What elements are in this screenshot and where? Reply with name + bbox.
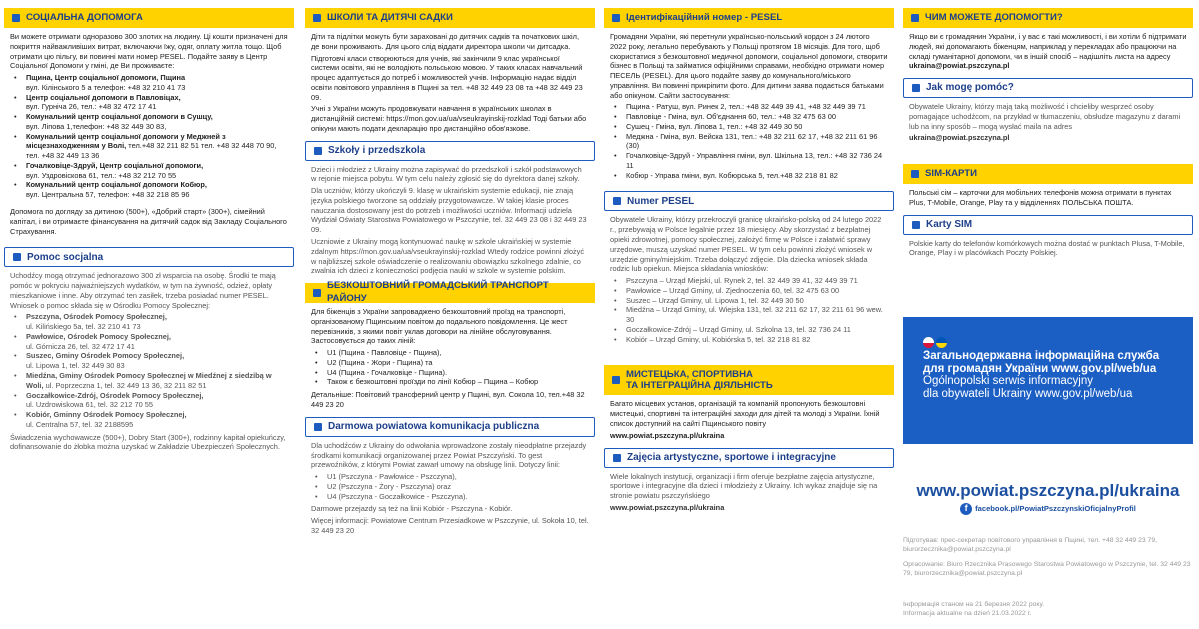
section-body-sim-ua [903, 188, 1193, 208]
column-schools [305, 8, 595, 543]
section-header-pesel-ua: Ідентифікаційний номер - PESEL [604, 8, 894, 28]
banner-line: Загальнодержавна інформаційна служба [923, 350, 1160, 362]
square-icon [314, 423, 322, 431]
square-icon [12, 14, 20, 22]
office-list-pl [10, 312, 288, 429]
list-item: • Пщина - Ратуш, вул. Ринек 2, тел.: +48 32 449 39 41, +48 32 449 39 71 [610, 102, 888, 112]
email-link[interactable]: ukraina@powiat.pszczyna.pl [909, 61, 1010, 71]
paragraph: Więcej informacji: Powiatowe Centrum Przesiadkowe w Pszczynie, ul. Sokoła 10, tel. 32 449 23 20 [311, 516, 589, 535]
paragraph: Obywatele Ukrainy, którzy mają taką możliwość i chcieliby wesprzeć osoby pomagające uchodźcom, na przykład w tłumaczeniu, obsłudze magazynu z darami lub na inny sposób – mogą wysłać maila na adres [909, 102, 1181, 131]
office-list-ua [10, 73, 288, 200]
flag-icons [923, 337, 1173, 348]
section-header-schools-pl: Szkoły i przedszkola [305, 141, 595, 161]
paragraph: Dla uczniów, którzy ukończyli 9. klasę w ukraińskim systemie edukacji, nie znają języka polskiego tworzone są oddziały przygotowawcze. W takiej klasie proces nauczania dostosowany jest do potrzeb i możliwości uczniów. Informacji udziela Wydział Oświaty Starostwa Powiatowego w Pszczynie, tel. 32 449 23 08 i 32 449 23 09. [311, 186, 587, 235]
paragraph: Для біженців з України запроваджено безкоштовний проїзд на транспорті, організованому Пщинським повітом до подального повідомлення. Це жест перевізників, з якими повіт уклав договори на лінійне обслуговування. Застосовується до таких ліній: [311, 307, 568, 346]
section-header-sim-pl: Karty SIM [903, 215, 1193, 235]
list-item: • Pawłowice, Ośrodek Pomocy Społecznej, ul. Górnicza 26, tel. 32 472 17 41 [10, 332, 288, 352]
section-body-help-ua [903, 32, 1193, 71]
website-url[interactable]: www.powiat.pszczyna.pl/ukraina [916, 481, 1180, 500]
section-body-transport-ua [305, 307, 595, 410]
square-icon [912, 221, 920, 229]
section-body-activities-pl [604, 472, 894, 513]
date-note-pl: Informacja aktualne na dzień 21.03.2022 r. [903, 610, 1032, 617]
section-header-social-aid-ua: СОЦІАЛЬНА ДОПОМОГА [4, 8, 294, 28]
list-item: • U4 (Пщина - Гочалковіце - Пщина). [311, 368, 589, 378]
list-item: • U2 (Пщина - Жори - Пщина) та [311, 358, 589, 368]
link[interactable]: www.powiat.pszczyna.pl/ukraina [610, 502, 725, 512]
column-social-aid [4, 8, 294, 459]
pesel-office-list-ua [610, 102, 888, 180]
section-header-sim-ua: SIM-КАРТИ [903, 164, 1193, 184]
list-item: • Центр соціальної допомоги в Павловіцах, вул. Гурніча 26, тел.: +48 32 472 17 41 [10, 93, 288, 113]
list-item: • Miedźna, Gminy Ośrodek Pomocy Społecznej w Miedźnej z siedzibą w Woli, ul. Poprzeczna 1, tel. 32 449 13 36, 32 211 82 51 [10, 371, 288, 391]
list-item: • Гочалковіце-Здруй - Управління гміни, вул. Шкільна 13, тел.: +48 32 736 24 11 [610, 151, 888, 171]
paragraph: Obywatele Ukrainy, którzy przekroczyli granicę ukraińsko-polską od 24 lutego 2022 r., przebywają w Polsce legalnie przez 18 miesięcy. Aby skorzystać z bezpłatnej opieki zdrowotnej, pomocy społecznej, założyć firmę w Polsce i załatwić sprawy urzędowe, muszą uzyskać numer PESEL. W tym celu powinni złożyć wniosek w urzędzie gminy/miejskim. Trzeba dołączyć zdjęcie. Dla dziecka wniosek składa rodzic lub opiekun. Miejsca składania wniosków: [610, 215, 882, 274]
list-item: • Меджна - Гміна, вул. Вейска 131, тел.: +48 32 211 62 17, +48 32 211 61 96 (30) [610, 132, 888, 152]
facebook-icon: f [960, 503, 972, 515]
section-header-schools-ua: ШКОЛИ ТА ДИТЯЧІ САДКИ [305, 8, 595, 28]
gov-info-banner[interactable] [903, 317, 1193, 444]
list-item: • Kobiór, Gminny Ośrodek Pomocy Społecznej, ul. Centralna 57, tel. 32 2188595 [10, 410, 288, 430]
email-link[interactable]: ukraina@powiat.pszczyna.pl [909, 133, 1010, 143]
square-icon [613, 197, 621, 205]
paragraph: Польські сім – карточки для мобільних телефонів можна отримати в пунктах Plus, T-Mobile, Orange, Play та у відділеннях ПОЛЬСЬКА ПОШТА. [909, 188, 1172, 207]
list-item: • Pszczyna, Ośrodek Pomocy Społecznej, ul. Kilińskiego 5a, tel. 32 210 41 73 [10, 312, 288, 332]
square-icon [912, 84, 920, 92]
paragraph: Darmowe przejazdy są też na linii Kobiór - Pszczyna - Kobiór. [311, 504, 513, 514]
bus-line-list-ua [311, 348, 589, 387]
square-icon [612, 14, 620, 22]
facebook-link[interactable]: f facebook.pl/PowiatPszczynskiOficjalnyProfil [903, 503, 1193, 515]
paragraph: Uchodźcy mogą otrzymać jednorazowo 300 zł wsparcia na osobę. Środki te mają pomóc w pokryciu najważniejszych wydatków, w tym na żywność, odzież, opłaty mieszkaniowe i inne. Aby otrzymać ten zasiłek, trzeba posiadać numer PESEL. Wniosek o pomoc składa się w Ośrodku Pomocy Społecznej: [10, 271, 276, 310]
list-item: • Pawłowice – Urząd Gminy, ul. Zjednoczenia 60, tel. 32 475 63 00 [610, 286, 888, 296]
square-icon [613, 454, 621, 462]
square-icon [313, 14, 321, 22]
paragraph: Dla uchodźców z Ukrainy do odwołania wprowadzone zostały nieodpłatne przejazdy środkami komunikacji organizowanej przez Powiat Pszczyński. To gest przewoźników, z którymi Powiat zawarł umowy na obsługę linii. Dotyczy linii: [311, 440, 587, 470]
list-item: • Гочалковіце-Здруй, Центр соціальної допомоги, вул. Уздровіскова 61, тел.: +48 32 212 70 55 [10, 161, 288, 181]
paragraph: Діти та підлітки можуть бути зараховані до дитячих садків та початкових шкіл, де вони проживають. Для цього слід віддати директора школи чи дитсадка. [311, 32, 580, 51]
paragraph: Підготовчі класи створюються для учнів, які закінчили 9 клас української системи освіти, які не володіють польською мовою. У таких класах навчальний процес адаптується до потреб і можливостей учнів. Інформацію надає відділ освіти повітового управління в Пщині за тел. +48 32 449 23 08 та +48 32 449 23 09. [311, 53, 583, 102]
paragraph: Uczniowie z Ukrainy mogą kontynuować naukę w szkole ukraińskiej w systemie zdalnym https://mon.gov.ua/ua/vseukrayinskij-rozklad Wtedy rodzice powinni złożyć w najbliższej szkole oświadczenie o realizowaniu obowiązku szkolnego zdalnie, co zwalnia ich dzieci z konieczności podjęcia nauki w szkole w systemie polskim. [311, 237, 585, 276]
list-item: • Комунальний центр соціальної допомоги у Меджней з місцезнаходженням у Волі, тел.+48 32 211 82 51 тел. +48 32 448 70 90, тел. +48 32 449 13 36 [10, 132, 288, 161]
column-pesel [604, 8, 894, 520]
paragraph: Детальніше: Повітовий трансферний центр у Пщині, вул. Сокола 10, тел.+48 32 449 23 20 [311, 390, 585, 409]
date-note-ua: Інформація станом на 21 березня 2022 року. [903, 601, 1045, 608]
section-header-activities-ua: МИСТЕЦЬКА, СПОРТИВНА ТА ІНТЕГРАЦІЙНА ДІЯЛЬНІСТЬ [604, 365, 894, 395]
section-body-schools-pl [305, 165, 595, 276]
list-item: • Miedźna – Urząd Gminy, ul. Wiejska 131, tel. 32 211 62 17, 32 211 61 96 wew. 30 [610, 305, 888, 325]
list-item: • Також є безкоштовні проїзди по лінії Кобюр – Пщина – Кобюр [311, 377, 589, 387]
paragraph: Ви можете отримати одноразово 300 злотих на людину. Ці кошти призначені для покриття найважливіших витрат, включаючи їжу, одяг, оплату житла тощо. Щоб отримати цю пільгу, ви повинні мати номер PESEL. Подайте заяву в Центр Соціальної Допомоги у гміні, де Ви проживаєте: [10, 32, 288, 71]
list-item: • Goczałkowice-Zdrój, Ośrodek Pomocy Społecznej, ul. Uzdrowiskowa 61, tel. 32 212 70 55 [10, 391, 288, 411]
paragraph: Polskie karty do telefonów komórkowych można dostać w punktach Plusa, T-Mobile, Orange, Play i w placówkach Poczty Polskiej. [909, 238, 1185, 258]
section-header-help-ua: ЧИМ МОЖЕТЕ ДОПОМОГТИ? [903, 8, 1193, 28]
list-item: • Сушец - Гміна, вул. Ліпова 1, тел.: +48 32 449 30 50 [610, 122, 888, 132]
credits-ua: Підготував: прес-секретар повітового управління в Пщині, тел. +48 32 449 23 79, biurorzecznika@powiat.pszczyna.pl [903, 537, 1157, 553]
list-item: • Комунальний центр соціальної допомоги Кобюр, вул. Центральна 57, телефон: +48 32 218 85 96 [10, 180, 288, 200]
section-body-pesel-pl [604, 215, 894, 344]
list-item: • U4 (Pszczyna - Goczałkowice - Pszczyna). [311, 492, 589, 502]
list-item: • Kobiór – Urząd Gminy, ul. Kobiórska 5, tel. 32 218 81 82 [610, 335, 888, 345]
list-item: • Suszec – Urząd Gminy, ul. Lipowa 1, tel. 32 449 30 50 [610, 296, 888, 306]
credits-pl: Opracowanie: Biuro Rzecznika Prasowego Starostwa Powiatowego w Pszczynie, tel. 32 449 23 79, biurorzecznika@powiat.pszczyna.pl [903, 561, 1191, 577]
section-header-activities-pl: Zajęcia artystyczne, sportowe i integracyjne [604, 448, 894, 468]
paragraph: Учні з України можуть продовжувати навчання в українських школах в дистанційній системі: https://mon.gov.ua/ua/vseukrayinskij-rozklad Тоді батьки або опікуни мають подати декларацію про дистанційно обов'язкове. [311, 104, 587, 133]
pesel-office-list-pl [610, 276, 888, 344]
banner-line: Ogólnopolski serwis informacyjny [923, 375, 1094, 388]
paragraph: Якщо ви є громадянин України, і у вас є такі можливості, і ви хотіли б підтримати людей, які допомагають біженцям, наприклад у перекладах або працюючи на складі гуманітарної допомоги, чи в іншій спосіб – надішліть листа на адресу ukraina@powiat.pszczyna.pl [909, 32, 1187, 71]
square-icon [612, 376, 620, 384]
link[interactable]: www.powiat.pszczyna.pl/ukraina [610, 430, 725, 440]
list-item: • Пщина, Центр соціальної допомоги, Пщина вул. Кілінського 5 а телефон: +48 32 210 41 73 [10, 73, 288, 93]
section-body-social-aid-ua [4, 32, 294, 236]
section-body-sim-pl [903, 239, 1193, 259]
section-header-help-pl: Jak mogę pomóc? [903, 78, 1193, 98]
list-item: • U1 (Пщина - Павловіце - Пщина), [311, 348, 589, 358]
square-icon [13, 253, 21, 261]
poland-flag-icon [923, 337, 934, 348]
list-item: • U2 (Pszczyna - Żory - Pszczyna) oraz [311, 482, 589, 492]
square-icon [314, 147, 322, 155]
section-body-social-aid-pl [4, 271, 294, 452]
list-item: • Комунальний центр соціальної допомоги в Сушцу, вул. Ліпова 1,телефон: +48 32 449 30 83, [10, 112, 288, 132]
list-item: • Павловіце - Гміна, вул. Об'єднання 60, тел.: +48 32 475 63 00 [610, 112, 888, 122]
paragraph: Багато місцевих установ, організацій та компаній пропонують безкоштовні мистецькі, спортивні та інтеграційні заходи для дітей та молоді з України. Їхній список доступний на сайті Пщинського повіту [610, 399, 880, 428]
square-icon [313, 289, 321, 297]
paragraph: Громадяни України, які перетнули українсько-польський кордон з 24 лютого 2022 року, легально перебувають у Польщі протягом 18 місяців. Для того, щоб скористатися з безкоштовної медичної допомоги, соціальної допомоги, створити бізнес в Польщі та займатися офіційними справами, необхідно отримати номер ПЕСЕЛЬ (PESEL). Для цього подайте заяву до комунального/міського управління. Ви повинні прикріпити фото. Для дитини заява подається батьками або опікуном. Сайти застосування: [610, 32, 888, 100]
section-header-pesel-pl: Numer PESEL [604, 191, 894, 211]
column-help [903, 8, 1193, 265]
square-icon [911, 170, 919, 178]
paragraph: Dzieci i młodzież z Ukrainy można zapisywać do przedszkoli i szkół podstawowych w rejonie miejsca pobytu. W tym celu należy zgłosić się do dyrektora danej szkoły. [311, 164, 582, 184]
ukraine-flag-icon [936, 337, 947, 348]
section-body-help-pl [903, 102, 1193, 143]
list-item: • Suszec, Gminy Ośrodek Pomocy Społecznej, ul. Lipowa 1, tel. 32 449 30 83 [10, 351, 288, 371]
list-item: • Кобюр - Управа гміни, вул. Кобюрська 5, тел.+48 32 218 81 82 [610, 171, 888, 181]
list-item: • U1 (Pszczyna - Pawłowice - Pszczyna), [311, 472, 589, 482]
section-body-schools-ua [305, 32, 595, 134]
section-header-transport-ua: БЕЗКОШТОВНИЙ ГРОМАДСЬКИЙ ТРАНСПОРТ РАЙОНУ [305, 283, 595, 303]
section-body-activities-ua [604, 399, 894, 440]
section-header-transport-pl: Darmowa powiatowa komunikacja publiczna [305, 417, 595, 437]
paragraph: Świadczenia wychowawcze (500+), Dobry Start (300+), rodzinny kapitał opiekuńczy, dofinansowanie do żłobka można uzyskać w Zakładzie Ubezpieczeń Społecznych. [10, 432, 286, 452]
section-body-transport-pl [305, 441, 595, 536]
list-item: • Pszczyna – Urząd Miejski, ul. Rynek 2, tel. 32 449 39 41, 32 449 39 71 [610, 276, 888, 286]
list-item: • Goczałkowice-Zdrój – Urząd Gminy, ul. Szkolna 13, tel. 32 736 24 11 [610, 325, 888, 335]
banner-line: для громадян України www.gov.pl/web/ua [923, 362, 1157, 375]
section-header-social-aid-pl: Pomoc socjalna [4, 247, 294, 267]
paragraph: Wiele lokalnych instytucji, organizacji i firm oferuje bezpłatne zajęcia artystyczne, sportowe i integracyjne dla dzieci i młodzieży z Ukrainy. Ich wykaz znajduje się na stronie powiatu pszczyńskiego [610, 471, 878, 501]
bus-line-list-pl [311, 472, 589, 501]
banner-line: dla obywateli Ukrainy www.gov.pl/web/ua [923, 387, 1133, 400]
paragraph: Допомога по догляду за дитиною (500+), «Добрий старт» (300+), сімейний капітал, і ви отримаєте фінансування на дитячий садок від Закладу Соціального Страхування. [10, 207, 287, 236]
square-icon [911, 14, 919, 22]
section-body-pesel-ua [604, 32, 894, 180]
